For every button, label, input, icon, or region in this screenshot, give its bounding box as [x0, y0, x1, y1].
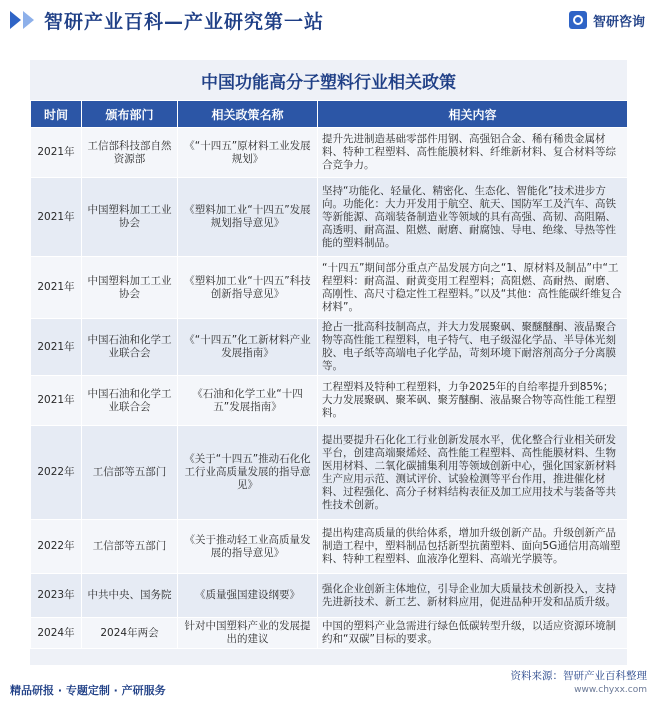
- table-row: [31, 319, 628, 376]
- cell-department: 中共中央、国务院: [82, 574, 178, 618]
- page-footer: [0, 670, 657, 705]
- table-row: [31, 376, 628, 426]
- cell-time: 2021年: [31, 128, 82, 178]
- cell-time: 2023年: [31, 574, 82, 618]
- cell-time: 2022年: [31, 426, 82, 520]
- footer-source-block: [510, 670, 657, 695]
- column-header-department: 颁布部门: [82, 101, 178, 128]
- table-row: [31, 178, 628, 257]
- footer-services: 精品研报 · 专题定制 · 产研服务: [10, 684, 166, 697]
- cell-policy-name: 《石油和化学工业“十四五”发展指南》: [178, 376, 318, 426]
- column-header-content: 相关内容: [318, 101, 628, 128]
- cell-policy-name: 《塑料加工业“十四五”科技创新指导意见》: [178, 257, 318, 319]
- page-header: [0, 0, 657, 40]
- cell-content: 中国的塑料产业急需进行绿色低碳转型升级，以适应资源环境制约和“双碳”目标的要求。: [318, 618, 628, 649]
- cell-policy-name: 《关于推动轻工业高质量发展的指导意见》: [178, 520, 318, 574]
- cell-department: 中国塑料加工工业协会: [82, 178, 178, 257]
- brand-logo-icon: [569, 11, 587, 29]
- table-title: 中国功能高分子塑料行业相关政策: [201, 72, 456, 93]
- chevron-right-icon: [10, 11, 36, 29]
- cell-time: 2022年: [31, 520, 82, 574]
- cell-department: 中国石油和化学工业联合会: [82, 376, 178, 426]
- cell-policy-name: 《塑料加工业“十四五”发展规划指导意见》: [178, 178, 318, 257]
- cell-content: 坚持“功能化、轻量化、精密化、生态化、智能化”技术进步方向。功能化：大力开发用于航空、航天、国防军工及汽车、高铁等新能源、高端装备制造业等领域的具有高强、高韧、高阻隔、高透明、耐高温、阻燃、耐磨、耐腐蚀、导电、绝缘、导热等性能的塑料制品。: [318, 178, 628, 257]
- cell-time: 2021年: [31, 178, 82, 257]
- cell-content: “十四五”期间部分重点产品发展方向之“1、原材料及制品”中“工程塑料：耐高温、耐黄变用工程塑料；高阻燃、高耐热、耐磨、高刚性、高尺寸稳定性工程塑料。”以及“其他：高性能碳纤维复合材料”。: [318, 257, 628, 319]
- cell-content: 工程塑料及特种工程塑料，力争2025年的自给率提升到85%；大力发展聚砜、聚苯砜、聚芳醚酮、液晶聚合物等高性能工程塑料。: [318, 376, 628, 426]
- cell-department: 中国塑料加工工业协会: [82, 257, 178, 319]
- cell-time: 2024年: [31, 618, 82, 649]
- column-header-time: 时间: [31, 101, 82, 128]
- cell-policy-name: 《关于“十四五”推动石化化工行业高质量发展的指导意见》: [178, 426, 318, 520]
- cell-policy-name: 《“十四五”化工新材料产业发展指南》: [178, 319, 318, 376]
- table-row: [31, 257, 628, 319]
- cell-time: 2021年: [31, 319, 82, 376]
- header-left: [0, 7, 324, 34]
- cell-time: 2021年: [31, 257, 82, 319]
- cell-department: 工信部等五部门: [82, 520, 178, 574]
- cell-content: 提出要提升石化化工行业创新发展水平，优化整合行业相关研发平台，创建高端聚烯烃、高性能工程塑料、高性能膜材料、生物医用材料、二氧化碳捕集利用等领域创新中心，强化国家新材料生产应用示范、测试评价、试验检测等平台作用，推进催化材料、过程强化、高分子材料结构表征及加工应用技术与装备等共性技术创新。: [318, 426, 628, 520]
- policy-table-panel: [30, 60, 627, 665]
- column-header-policy-name: 相关政策名称: [178, 101, 318, 128]
- cell-content: 提升先进制造基础零部件用钢、高强铝合金、稀有稀贵金属材料、特种工程塑料、高性能膜材料、纤维新材料、复合材料等综合竞争力。: [318, 128, 628, 178]
- cell-content: 抢占一批高科技制高点，并大力发展聚砜、聚醚醚酮、液晶聚合物等高性能工程塑料，电子特气、电子级湿化学品、半导体光刻胶、电子纸等高端电子化学品，苛刻环境下耐溶剂高分子分离膜等。: [318, 319, 628, 376]
- cell-time: 2021年: [31, 376, 82, 426]
- cell-content: 强化企业创新主体地位，引导企业加大质量技术创新投入，支持先进新技术、新工艺、新材料应用，促进品种开发和品质升级。: [318, 574, 628, 618]
- cell-policy-name: 针对中国塑料产业的发展提出的建议: [178, 618, 318, 649]
- cell-department: 工信部等五部门: [82, 426, 178, 520]
- table-row: [31, 574, 628, 618]
- brand-logo: [569, 11, 657, 30]
- cell-department: 2024年两会: [82, 618, 178, 649]
- cell-content: 提出构建高质量的供给体系，增加升级创新产品。升级创新产品制造工程中，塑料制品包括新型抗菌塑料、面向5G通信用高端塑料、特种工程塑料、血液净化塑料、高端光学膜等。: [318, 520, 628, 574]
- page-title: 智研产业百科—产业研究第一站: [44, 10, 325, 33]
- table-row: [31, 618, 628, 649]
- source-note: 资料来源：智研产业百科整理: [510, 670, 647, 682]
- table-row: [31, 520, 628, 574]
- table-header-row: [31, 101, 628, 128]
- cell-policy-name: 《质量强国建设纲要》: [178, 574, 318, 618]
- cell-department: 工信部科技部自然资源部: [82, 128, 178, 178]
- site-url: www.chyxx.com: [574, 685, 647, 695]
- table-row: [31, 128, 628, 178]
- policy-table: [30, 100, 628, 649]
- brand-name: 智研咨询: [592, 14, 645, 30]
- cell-department: 中国石油和化学工业联合会: [82, 319, 178, 376]
- table-row: [31, 426, 628, 520]
- cell-policy-name: 《“十四五”原材料工业发展规划》: [178, 128, 318, 178]
